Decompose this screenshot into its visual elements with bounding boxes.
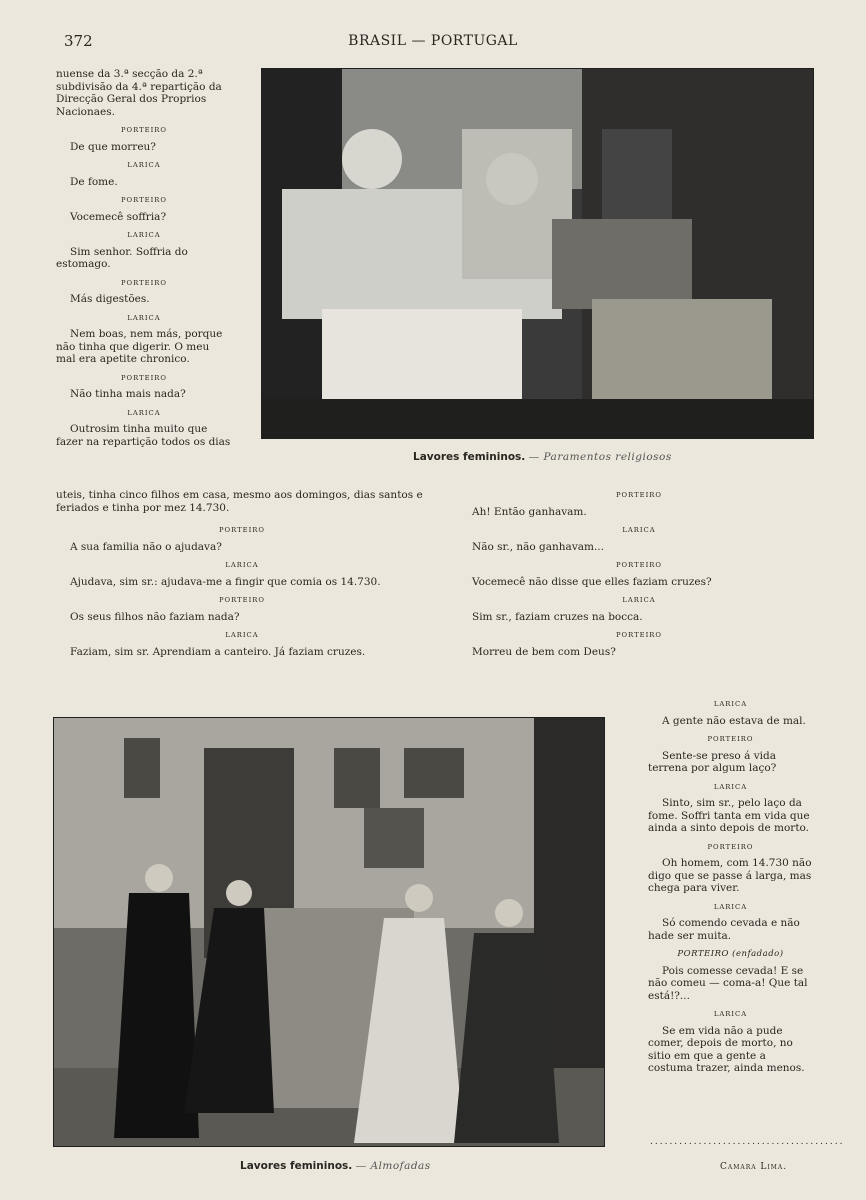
paragraph: uteis, tinha cinco filhos em casa, mesmo aos domingos, dias santos e feriados e tinha por mez 14.730.: [56, 489, 423, 514]
speaker-label: PORTEIRO: [615, 631, 662, 639]
speaker-label: PORTEIRO: [218, 596, 265, 604]
speaker-label: LARICA: [127, 231, 161, 239]
speaker-label: PORTEIRO: [120, 278, 167, 287]
speaker-label: PORTEIRO: [615, 491, 662, 499]
dialogue-line: Sim senhor. Soffria do estomago.: [56, 245, 188, 270]
speaker-label: PORTEIRO: [120, 373, 167, 382]
caption-subtitle: — Paramentos religiosos: [528, 451, 672, 463]
dialogue-line: Outrosim tinha muito que fazer na repartição todos os dias: [56, 423, 231, 448]
page-number: 372: [64, 32, 93, 50]
dialogue-line: Sim sr., faziam cruzes na bocca.: [472, 610, 643, 623]
dialogue-line: Não sr., não ganhavam...: [472, 540, 604, 553]
speaker-label: PORTEIRO: [120, 126, 167, 134]
dialogue-line: De fome.: [70, 175, 118, 188]
dialogue-line: A sua familia não o ajudava?: [70, 540, 222, 553]
speaker-label: LARICA: [622, 526, 656, 534]
running-head: BRASIL — PORTUGAL: [348, 33, 518, 49]
dialogue-line: Nem boas, nem más, porque não tinha que digerir. O meu mal era apetite chronico.: [56, 328, 223, 365]
dialogue-line: Sinto, sim sr., pelo laço da fome. Soffri tanta em vida que ainda a sinto depois de morto.: [648, 797, 810, 834]
speaker-label: PORTEIRO: [120, 196, 167, 204]
photo-religious-vestments: [261, 68, 814, 439]
caption-title: Lavores femininos.: [413, 451, 526, 463]
paragraph: nuense da 3.ª secção da 2.ª subdivisão da 4.ª repartição da Direcção Geral dos Proprios Nacionaes.: [56, 68, 222, 118]
dialogue-line: Sente-se preso á vida terrena por algum laço?: [648, 749, 777, 774]
dialogue-line: Se em vida não a pude comer, depois de morto, no sitio em que a gente a costuma trazer, ainda menos.: [648, 1024, 805, 1074]
dialogue-line: De que morreu?: [70, 140, 156, 153]
speaker-label: LARICA: [713, 782, 748, 791]
dialogue-line: Os seus filhos não faziam nada?: [70, 610, 240, 623]
photo-illustration: [54, 718, 604, 1146]
speaker-label: LARICA: [713, 700, 748, 708]
text-column-3: [458, 489, 820, 664]
dialogue-line: Ah! Então ganhavam.: [472, 505, 587, 518]
speaker-label: LARICA: [225, 631, 259, 639]
dialogue-line: Vocemecê soffria?: [70, 210, 167, 223]
photo-illustration: [262, 69, 813, 438]
speaker-label: LARICA: [127, 408, 161, 417]
dialogue-line: Faziam, sim sr. Aprendiam a canteiro. Já faziam cruzes.: [70, 645, 366, 658]
speaker-label: PORTEIRO: [707, 735, 754, 743]
caption-subtitle: — Almofadas: [355, 1160, 431, 1172]
caption-bottom: [240, 1160, 431, 1172]
dialogue-line: Pois comesse cevada! E se não comeu — coma-a! Que tal está!?...: [648, 964, 808, 1002]
dialogue-line: Oh homem, com 14.730 não digo que se passe á larga, mas chega para viver.: [648, 857, 812, 894]
dialogue-line: Não tinha mais nada?: [70, 388, 186, 400]
speaker-label: PORTEIRO: [218, 526, 265, 534]
text-column-1: [56, 68, 232, 454]
speaker-label: PORTEIRO: [615, 561, 662, 569]
speaker-label: LARICA: [127, 161, 161, 169]
text-column-2: [56, 524, 428, 664]
dialogue-line: Só comendo cevada e não hade ser muita.: [648, 917, 800, 942]
dialogue-line: Vocemecê não disse que elles faziam cruzes?: [472, 575, 712, 588]
text-column-4: [648, 698, 813, 1081]
dialogue-line: Ajudava, sim sr.: ajudava-me a fingir que comia os 14.730.: [70, 575, 381, 588]
speaker-label: LARICA: [713, 1010, 748, 1018]
author-signature: Camara Lima.: [720, 1162, 788, 1172]
dialogue-line: Morreu de bem com Deus?: [472, 645, 616, 658]
speaker-label: LARICA: [225, 561, 259, 569]
dotted-rule: ........................................: [650, 1137, 845, 1147]
caption-top: [413, 451, 672, 463]
speaker-label: LARICA: [713, 902, 748, 911]
photo-cushions: [53, 717, 605, 1147]
dialogue-line: Más digestões.: [70, 293, 150, 305]
speaker-label: PORTEIRO: [707, 842, 754, 851]
speaker-label: PORTEIRO (enfadado): [677, 949, 784, 959]
speaker-label: LARICA: [622, 596, 656, 604]
caption-title: Lavores femininos.: [240, 1160, 353, 1172]
speaker-label: LARICA: [127, 313, 161, 322]
dialogue-line: A gente não estava de mal.: [662, 714, 806, 727]
text-spill: [56, 489, 426, 520]
